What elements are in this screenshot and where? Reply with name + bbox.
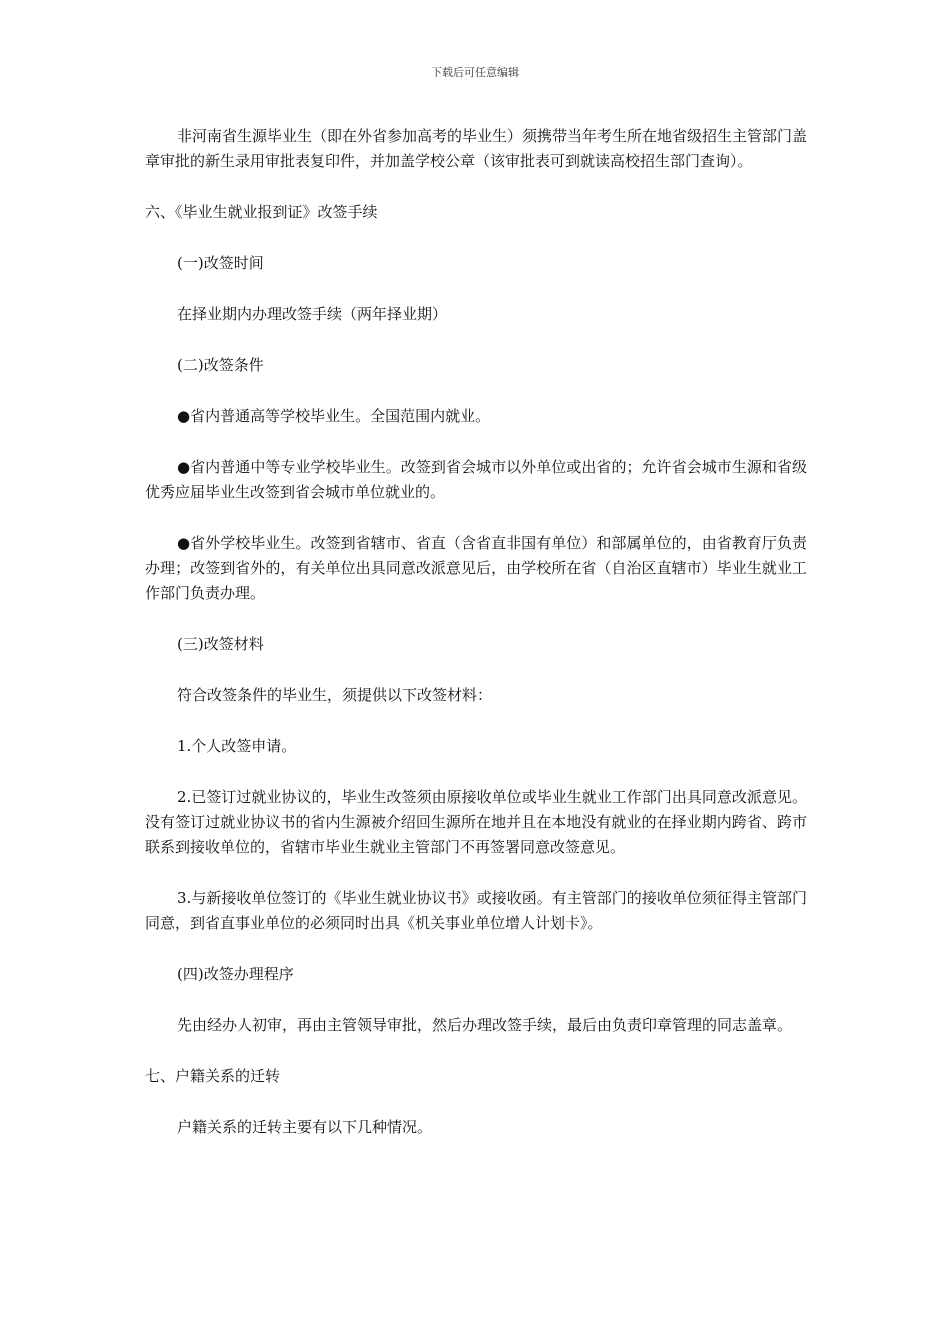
paragraph-out-of-province-graduates: 非河南省生源毕业生（即在外省参加高考的毕业生）须携带当年考生所在地省级招生主管部门盖章审批的新生录用审批表复印件，并加盖学校公章（该审批表可到就读高校招生部门查询）。 [145, 127, 808, 170]
paragraph-household-transfer: 户籍关系的迁转主要有以下几种情况。 [177, 1118, 433, 1136]
list-item-3: 3.与新接收单位签订的《毕业生就业协议书》或接收函。有主管部门的接收单位须征得主管部门同意，到省直事业单位的必须同时出具《机关事业单位增人计划卡》。 [145, 889, 807, 932]
subheading-change-time: (一)改签时间 [177, 254, 264, 272]
section-heading-7: 七、户籍关系的迁转 [145, 1067, 281, 1085]
subheading-change-materials: (三)改签材料 [177, 635, 264, 653]
document-body [145, 124, 807, 1166]
list-item-2: 2.已签订过就业协议的，毕业生改签须由原接收单位或毕业生就业工作部门出具同意改派意见。没有签订过就业协议书的省内生源被介绍回生源所在地并且在本地没有就业的在择业期内跨省、跨市联系到接收单位的，省辖市毕业生就业主管部门不再签署同意改签意见。 [145, 788, 807, 856]
list-item-1: 1.个人改签申请。 [177, 737, 297, 755]
page-header: 下载后可任意编辑 [431, 66, 519, 79]
bullet-item-3: ●省外学校毕业生。改签到省辖市、省直（含省直非国有单位）和部属单位的，由省教育厅负责办理；改签到省外的，有关单位出具同意改派意见后，由学校所在省（自治区直辖市）毕业生就业工作部门负责办理。 [145, 534, 807, 602]
bullet-item-2: ●省内普通中等专业学校毕业生。改签到省会城市以外单位或出省的；允许省会城市生源和省级优秀应届毕业生改签到省会城市单位就业的。 [145, 458, 807, 501]
section-heading-6: 六、《毕业生就业报到证》改签手续 [145, 203, 378, 221]
paragraph-change-time: 在择业期内办理改签手续（两年择业期） [177, 305, 448, 323]
paragraph-procedure: 先由经办人初审，再由主管领导审批，然后办理改签手续，最后由负责印章管理的同志盖章。 [177, 1016, 793, 1034]
bullet-item-1: ●省内普通高等学校毕业生。全国范围内就业。 [177, 407, 491, 425]
paragraph-materials-intro: 符合改签条件的毕业生，须提供以下改签材料： [177, 686, 493, 704]
subheading-change-conditions: (二)改签条件 [177, 356, 264, 374]
subheading-procedure: (四)改签办理程序 [177, 965, 294, 983]
